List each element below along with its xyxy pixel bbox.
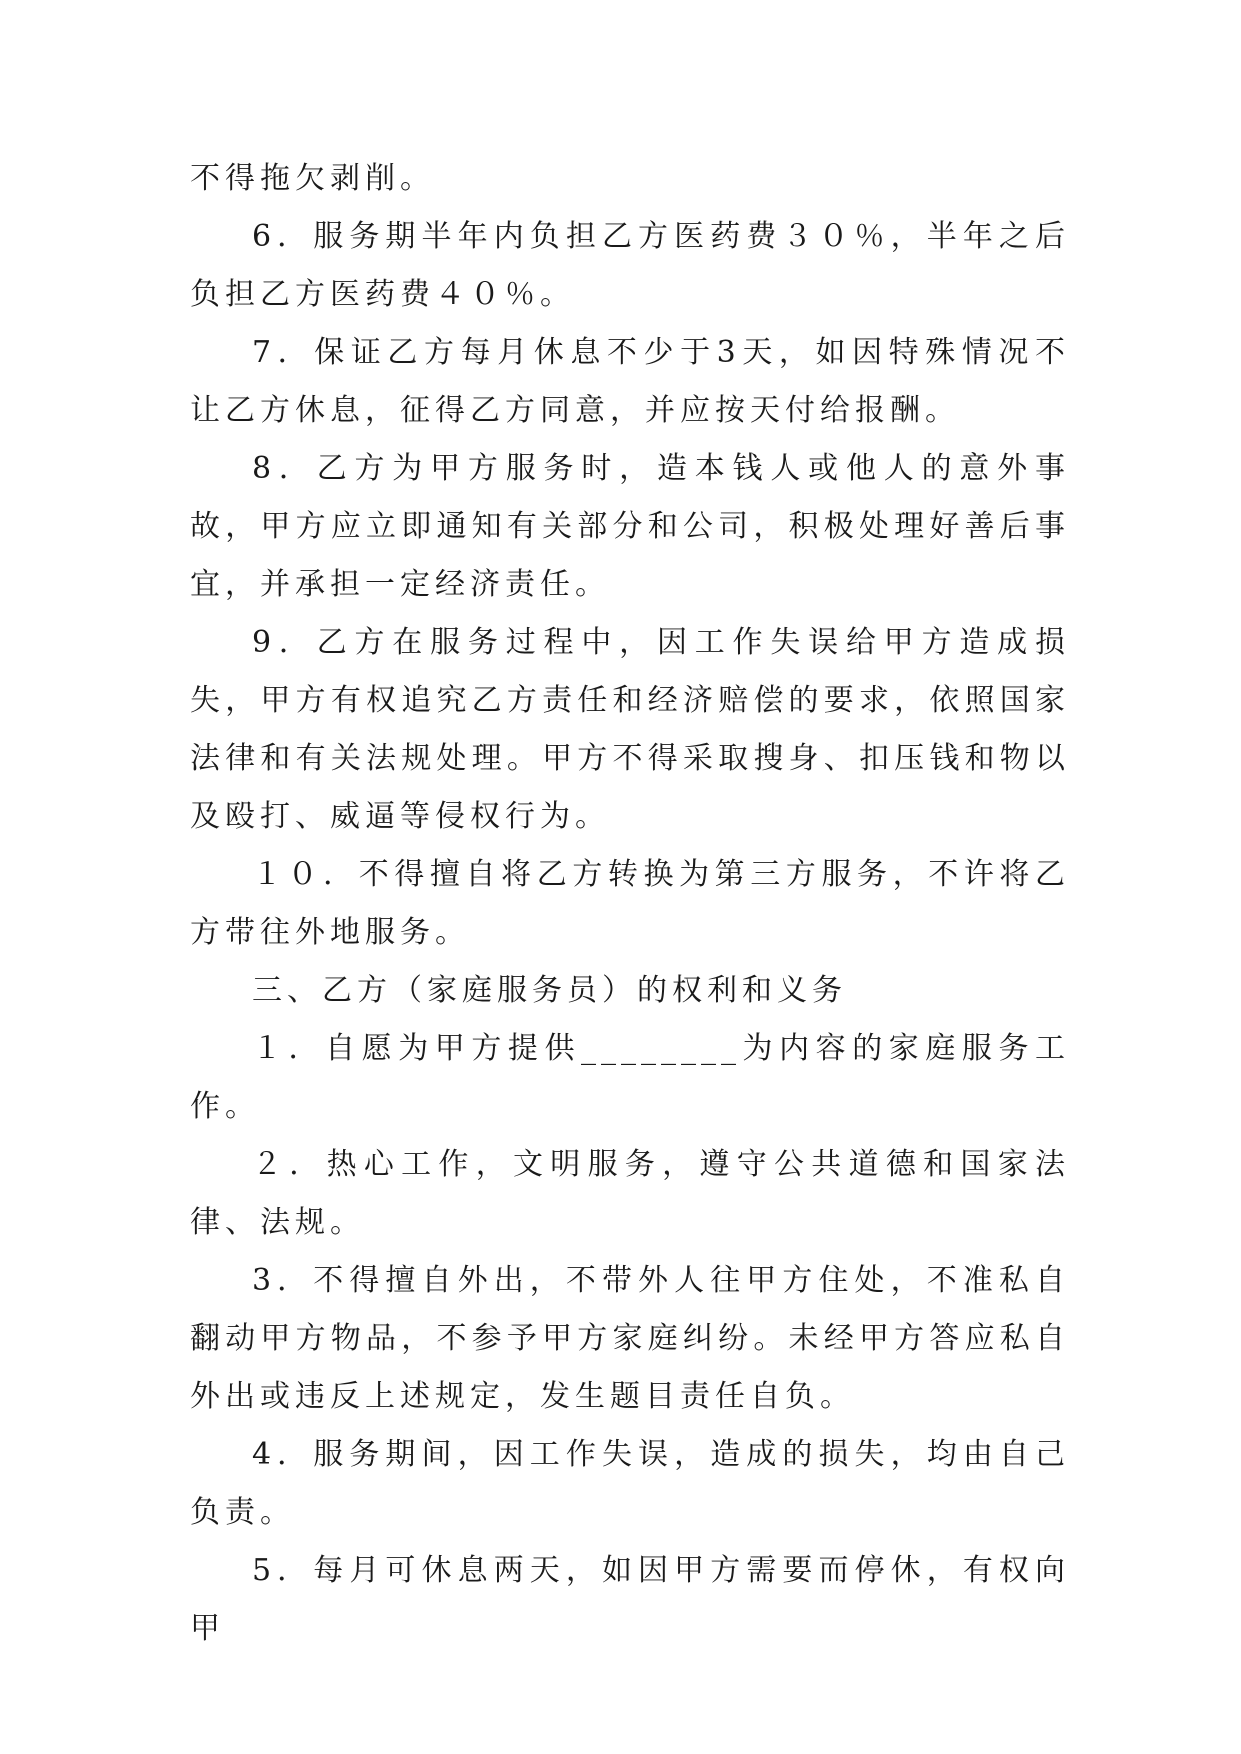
paragraph-item-8: 8．乙方为甲方服务时，造本钱人或他人的意外事故，甲方应立即通知有关部分和公司，积极处理好善后事宜，并承担一定经济责任。: [190, 451, 1070, 602]
paragraph-item-6: 6．服务期半年内负担乙方医药费３０％，半年之后负担乙方医药费４０％。: [190, 219, 1070, 312]
paragraph-continuation: 不得拖欠剥削。: [190, 161, 435, 196]
paragraph-item-9: 9．乙方在服务过程中，因工作失误给甲方造成损失，甲方有权追究乙方责任和经济赔偿的要求，依照国家法律和有关法规处理。甲方不得采取搜身、扣压钱和物以及殴打、威逼等侵权行为。: [190, 625, 1070, 834]
paragraph-b-item-5: 5．每月可休息两天，如因甲方需要而停休，有权向甲: [190, 1553, 1070, 1646]
paragraph-item-10: １０．不得擅自将乙方转换为第三方服务，不许将乙方带往外地服务。: [190, 857, 1070, 950]
paragraph-item-7: 7．保证乙方每月休息不少于3天，如因特殊情况不让乙方休息，征得乙方同意，并应按天付给报酬。: [190, 335, 1070, 428]
section-heading-party-b: 三、乙方（家庭服务员）的权利和义务: [252, 973, 847, 1008]
paragraph-b-item-1: １．自愿为甲方提供________为内容的家庭服务工作。: [190, 1031, 1070, 1124]
contract-text-body: [190, 150, 1070, 1658]
paragraph-b-item-4: 4．服务期间，因工作失误，造成的损失，均由自己负责。: [190, 1437, 1070, 1530]
paragraph-b-item-3: 3．不得擅自外出，不带外人往甲方住处，不准私自翻动甲方物品，不参予甲方家庭纠纷。未经甲方答应私自外出或违反上述规定，发生题目责任自负。: [190, 1263, 1070, 1414]
paragraph-b-item-2: ２．热心工作，文明服务，遵守公共道德和国家法律、法规。: [190, 1147, 1070, 1240]
